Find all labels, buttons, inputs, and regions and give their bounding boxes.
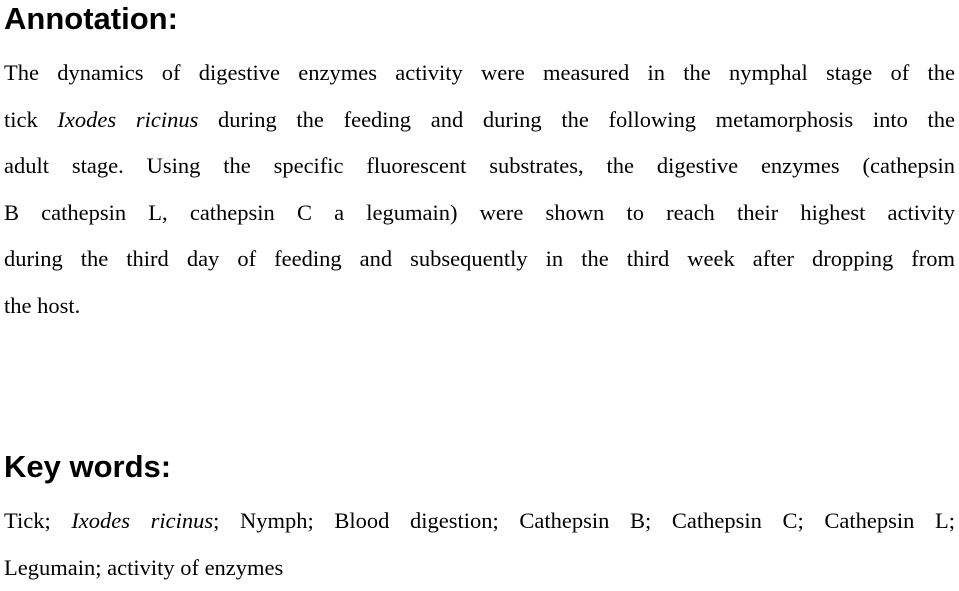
species-name: Ixodes ricinus bbox=[57, 107, 198, 132]
annotation-heading: Annotation: bbox=[4, 1, 178, 37]
species-name: Ixodes ricinus bbox=[71, 508, 213, 533]
annotation-line: tick Ixodes ricinus during the feeding and during the following metamorphosis into the bbox=[4, 97, 955, 144]
annotation-line: The dynamics of digestive enzymes activity were measured in the nymphal stage of the bbox=[4, 50, 955, 97]
keywords-heading: Key words: bbox=[4, 449, 171, 485]
annotation-line: the host. bbox=[4, 283, 955, 330]
keywords-paragraph bbox=[4, 498, 955, 591]
keywords-line: Legumain; activity of enzymes bbox=[4, 545, 955, 591]
annotation-line: adult stage. Using the specific fluorescent substrates, the digestive enzymes (cathepsin bbox=[4, 143, 955, 190]
annotation-paragraph bbox=[4, 50, 955, 329]
annotation-line: B cathepsin L, cathepsin C a legumain) were shown to reach their highest activity bbox=[4, 190, 955, 237]
annotation-line: during the third day of feeding and subsequently in the third week after dropping from bbox=[4, 236, 955, 283]
keywords-line: Tick; Ixodes ricinus; Nymph; Blood digestion; Cathepsin B; Cathepsin C; Cathepsin L; bbox=[4, 498, 955, 545]
